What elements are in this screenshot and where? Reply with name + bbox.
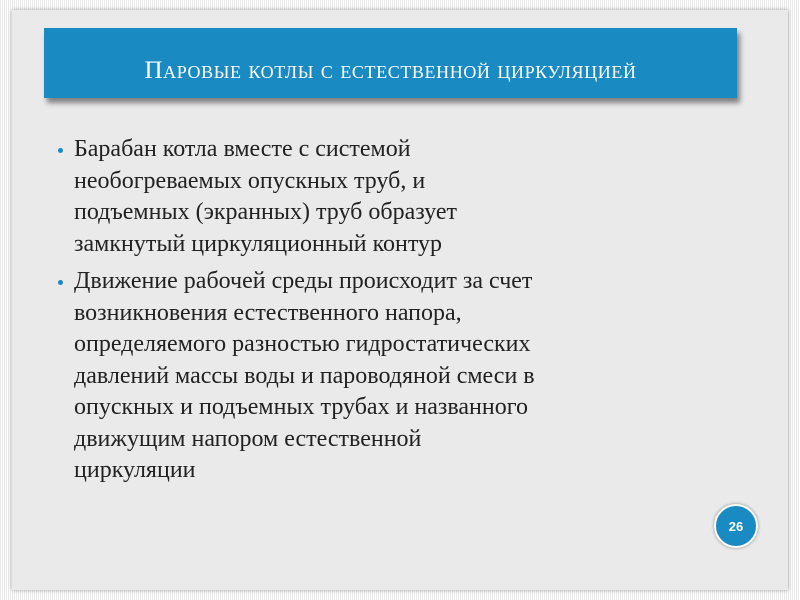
- page-number-badge: [714, 504, 758, 548]
- bullet-text: [74, 134, 728, 260]
- bullet-line: Барабан котла вместе с системой: [74, 136, 411, 162]
- bullet-line: давлений массы воды и пароводяной смеси в: [74, 362, 535, 389]
- bullet-dot-icon: [58, 280, 63, 285]
- bullet-item: [48, 266, 728, 487]
- bullet-dot-icon: [58, 148, 63, 153]
- bullet-line: циркуляции: [74, 457, 196, 483]
- bullet-text: [74, 266, 728, 487]
- bullet-line: Движение рабочей среды происходит за счет: [74, 268, 533, 294]
- title-banner: [44, 28, 737, 98]
- page-number: 26: [728, 518, 744, 534]
- bullet-line: опускных и подъемных трубах и названного: [74, 394, 528, 420]
- slide-title: Паровые котлы с естественной циркуляцией: [144, 57, 637, 84]
- bullet-line: движущим напором естественной: [74, 425, 422, 452]
- bullet-line: возникновения естественного напора,: [74, 299, 462, 326]
- bullet-line: необогреваемых опускных труб, и: [74, 167, 426, 194]
- bullet-line: замкнутый циркуляционный контур: [74, 230, 443, 257]
- slide: [12, 10, 788, 590]
- bullet-line: определяемого разностью гидростатических: [74, 331, 531, 357]
- bullet-item: [48, 134, 728, 260]
- bullet-list: [48, 134, 728, 493]
- bullet-line: подъемных (экранных) труб образует: [74, 199, 458, 225]
